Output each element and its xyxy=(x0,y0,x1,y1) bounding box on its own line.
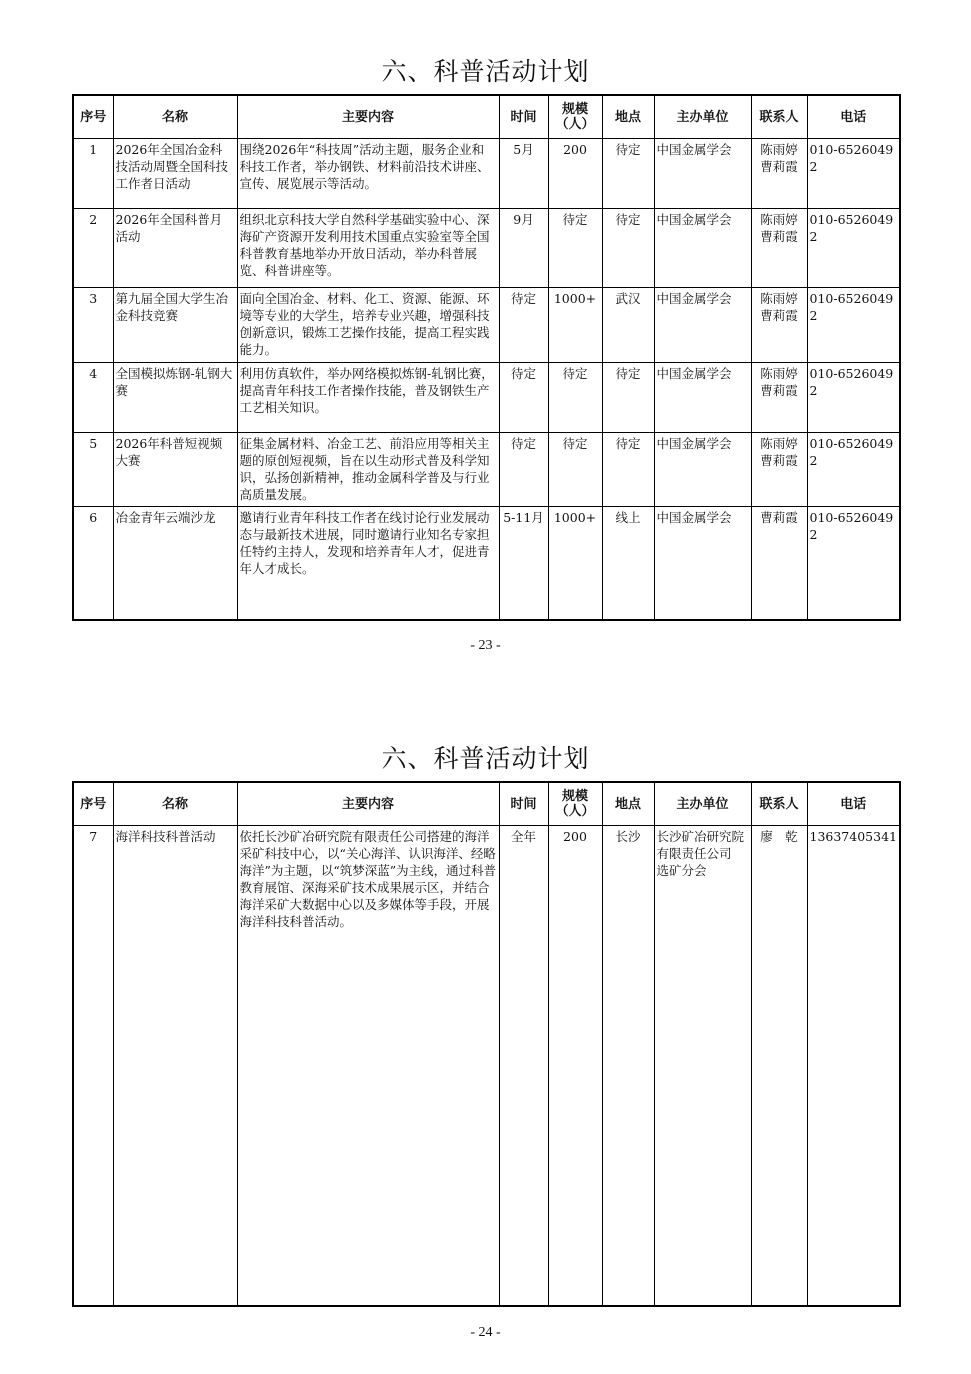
header-contact: 联系人 xyxy=(751,95,807,139)
cell-place: 待定 xyxy=(602,433,654,507)
cell-place: 待定 xyxy=(602,139,654,209)
cell-place: 待定 xyxy=(602,209,654,288)
cell-content: 依托长沙矿冶研究院有限责任公司搭建的海洋采矿科技中心，以“关心海洋、认识海洋、经略海洋”为主题，以“筑梦深蓝”为主线，通过科普教育展馆、深海采矿技术成果展示区，并结合海洋采矿大数据中心以及多媒体等手段，开展海洋科技科普活动。 xyxy=(237,826,499,1306)
contact-name: 曹莉霞 xyxy=(760,383,798,398)
header-scale-line2: （人） xyxy=(555,117,595,132)
cell-organizer: 中国金属学会 xyxy=(654,139,751,209)
cell-content: 征集金属材料、冶金工艺、前沿应用等相关主题的原创短视频，旨在以生动形式普及科学知识，弘扬创新精神，推动金属科学普及与行业高质量发展。 xyxy=(237,433,499,507)
cell-no: 3 xyxy=(73,288,113,363)
cell-time: 待定 xyxy=(499,433,548,507)
cell-contact xyxy=(751,288,807,363)
cell-contact: 廖 乾 xyxy=(751,826,807,1306)
table-row xyxy=(73,209,900,288)
header-scale xyxy=(548,95,602,139)
page-number: - 24 - xyxy=(470,1325,501,1340)
header-scale-line1: 规模 xyxy=(561,789,588,804)
cell-place: 长沙 xyxy=(602,826,654,1306)
table-row xyxy=(73,507,900,620)
contact-name: 曹莉霞 xyxy=(760,229,798,244)
cell-scale: 200 xyxy=(548,139,602,209)
page-number: - 23 - xyxy=(470,638,501,653)
contact-name: 曹莉霞 xyxy=(760,308,798,323)
cell-phone: 010-65260492 xyxy=(807,139,900,209)
organizer-line: 选矿分会 xyxy=(656,863,707,878)
cell-scale: 待定 xyxy=(548,433,602,507)
cell-no: 4 xyxy=(73,363,113,433)
header-place: 地点 xyxy=(602,782,654,826)
cell-scale: 待定 xyxy=(548,363,602,433)
table-row xyxy=(73,826,900,1306)
activity-plan-table xyxy=(72,781,901,1307)
header-no: 序号 xyxy=(73,95,113,139)
header-phone: 电话 xyxy=(807,782,900,826)
contact-name: 陈雨婷 xyxy=(760,212,798,227)
cell-content: 组织北京科技大学自然科学基础实验中心、深海矿产资源开发利用技术国重点实验室等全国科普教育基地举办开放日活动，举办科普展览、科普讲座等。 xyxy=(237,209,499,288)
cell-contact xyxy=(751,433,807,507)
table-row xyxy=(73,139,900,209)
section-title: 六、科普活动计划 xyxy=(381,744,590,773)
cell-no: 7 xyxy=(73,826,113,1306)
cell-organizer: 中国金属学会 xyxy=(654,363,751,433)
cell-name: 第九届全国大学生冶金科技竞赛 xyxy=(113,288,237,363)
table-row xyxy=(73,363,900,433)
contact-name: 曹莉霞 xyxy=(760,453,798,468)
header-scale xyxy=(548,782,602,826)
cell-time: 待定 xyxy=(499,363,548,433)
header-organizer: 主办单位 xyxy=(654,782,751,826)
cell-name: 海洋科技科普活动 xyxy=(113,826,237,1306)
cell-contact: 曹莉霞 xyxy=(751,507,807,620)
header-organizer: 主办单位 xyxy=(654,95,751,139)
cell-no: 1 xyxy=(73,139,113,209)
cell-name: 2026年全国科普月活动 xyxy=(113,209,237,288)
cell-phone: 010-65260492 xyxy=(807,209,900,288)
contact-name: 曹莉霞 xyxy=(760,159,798,174)
header-name: 名称 xyxy=(113,95,237,139)
cell-contact xyxy=(751,363,807,433)
cell-content: 邀请行业青年科技工作者在线讨论行业发展动态与最新技术进展，同时邀请行业知名专家担任特约主持人，发现和培养青年人才，促进青年人才成长。 xyxy=(237,507,499,620)
cell-name: 冶金青年云端沙龙 xyxy=(113,507,237,620)
header-scale-line1: 规模 xyxy=(561,102,588,117)
cell-scale: 待定 xyxy=(548,209,602,288)
cell-place: 线上 xyxy=(602,507,654,620)
cell-time: 全年 xyxy=(499,826,548,1306)
cell-content: 利用仿真软件，举办网络模拟炼钢-轧钢比赛，提高青年科技工作者操作技能，普及钢铁生产工艺相关知识。 xyxy=(237,363,499,433)
cell-place: 待定 xyxy=(602,363,654,433)
cell-organizer: 中国金属学会 xyxy=(654,507,751,620)
header-contact: 联系人 xyxy=(751,782,807,826)
contact-name: 陈雨婷 xyxy=(760,291,798,306)
header-no: 序号 xyxy=(73,782,113,826)
cell-content: 面向全国冶金、材料、化工、资源、能源、环境等专业的大学生，培养专业兴趣，增强科技创新意识，锻炼工艺操作技能，提高工程实践能力。 xyxy=(237,288,499,363)
cell-name: 全国模拟炼钢-轧钢大赛 xyxy=(113,363,237,433)
table-header-row xyxy=(73,95,900,139)
table-row xyxy=(73,288,900,363)
cell-time: 5月 xyxy=(499,139,548,209)
contact-name: 陈雨婷 xyxy=(760,366,798,381)
cell-time: 9月 xyxy=(499,209,548,288)
cell-phone: 010-65260492 xyxy=(807,363,900,433)
cell-phone: 010-65260492 xyxy=(807,507,900,620)
cell-name: 2026年科普短视频大赛 xyxy=(113,433,237,507)
cell-no: 2 xyxy=(73,209,113,288)
cell-time: 5-11月 xyxy=(499,507,548,620)
header-content: 主要内容 xyxy=(237,782,499,826)
cell-name: 2026年全国冶金科技活动周暨全国科技工作者日活动 xyxy=(113,139,237,209)
cell-phone: 010-65260492 xyxy=(807,288,900,363)
cell-organizer: 中国金属学会 xyxy=(654,288,751,363)
cell-no: 6 xyxy=(73,507,113,620)
cell-time: 待定 xyxy=(499,288,548,363)
contact-name: 陈雨婷 xyxy=(760,142,798,157)
header-phone: 电话 xyxy=(807,95,900,139)
cell-scale: 1000+ xyxy=(548,288,602,363)
section-title: 六、科普活动计划 xyxy=(381,57,590,86)
cell-content: 围绕2026年“科技周”活动主题，服务企业和科技工作者，举办钢铁、材料前沿技术讲座、宣传、展览展示等活动。 xyxy=(237,139,499,209)
organizer-line: 长沙矿冶研究院有限责任公司 xyxy=(656,829,745,861)
activity-plan-table xyxy=(72,94,901,621)
cell-contact xyxy=(751,209,807,288)
table-row xyxy=(73,433,900,507)
cell-scale: 200 xyxy=(548,826,602,1306)
header-scale-line2: （人） xyxy=(555,804,595,819)
cell-contact xyxy=(751,139,807,209)
cell-organizer: 中国金属学会 xyxy=(654,209,751,288)
cell-place: 武汉 xyxy=(602,288,654,363)
cell-phone: 13637405341 xyxy=(807,826,900,1306)
header-content: 主要内容 xyxy=(237,95,499,139)
cell-no: 5 xyxy=(73,433,113,507)
cell-organizer xyxy=(654,826,751,1306)
header-time: 时间 xyxy=(499,782,548,826)
cell-phone: 010-65260492 xyxy=(807,433,900,507)
cell-scale: 1000+ xyxy=(548,507,602,620)
header-name: 名称 xyxy=(113,782,237,826)
table-header-row xyxy=(73,782,900,826)
cell-organizer: 中国金属学会 xyxy=(654,433,751,507)
header-time: 时间 xyxy=(499,95,548,139)
contact-name: 陈雨婷 xyxy=(760,436,798,451)
header-place: 地点 xyxy=(602,95,654,139)
